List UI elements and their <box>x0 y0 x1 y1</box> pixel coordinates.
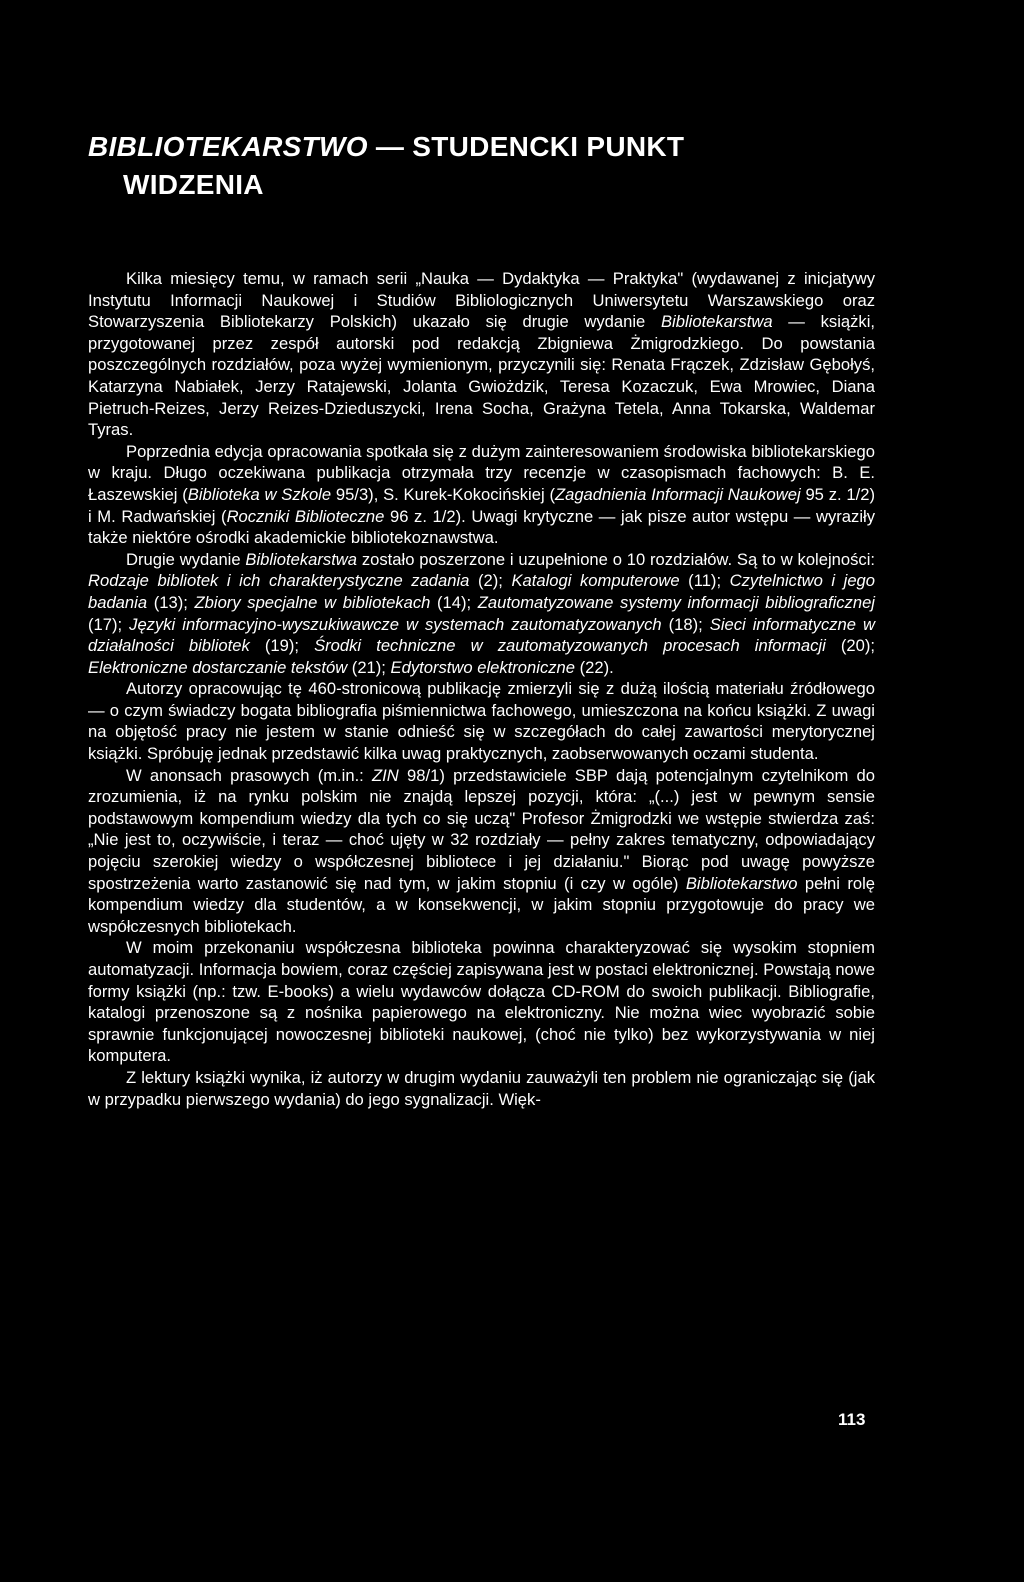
paragraph <box>88 678 875 764</box>
text-span: (13); <box>147 592 195 612</box>
italic-title-span: Środki techniczne w zautomatyzowanych procesach informacji <box>314 636 826 656</box>
italic-title-span: Edytorstwo elektroniczne <box>390 657 575 677</box>
text-span: 95/3), S. Kurek-Kokocińskiej ( <box>331 484 555 504</box>
text-span: W moim przekonaniu współczesna biblioteka powinna charakteryzować się wysokim stopniem automatyzacji. Informacja bowiem, coraz częściej zapisywana jest w postaci elektronicznej. Powstają nowe formy książki (np.: tzw. E-books) a wielu wydawców dołącza CD-ROM do swoich publikacji. Bibliografie, katalogi przenoszone są z nośnika papierowego na elektroniczny. Nie można wiec wyobrazić sobie sprawnie funkcjonującej nowoczesnej biblioteki naukowej, (choć nie tylko) bez wykorzystywania w niej komputera. <box>88 938 875 1066</box>
italic-title-span: Zautomatyzowane systemy informacji bibliograficznej <box>477 592 875 612</box>
text-span: 95 z. 1/2) i M. Radwańskiej ( <box>88 484 875 526</box>
text-span: — książki, przygotowanej przez zespół autorski pod redakcją Zbigniewa Żmigrodzkiego. Do powstania poszczególnych rozdziałów, poza wyżej wymienionym, przyczynili się: Renata Frączek, Zdzisław Gębołyś, Katarzyna Nabiałek, Jerzy Ratajewski, Jolanta Gwiożdzik, Teresa Kozaczuk, Ewa Mrowiec, Diana Pietruch-Reizes, Jerzy Reizes-Dzieduszycki, Irena Socha, Grażyna Tetela, Anna Tokarska, Waldemar Tyras. <box>88 312 876 440</box>
paragraph <box>88 268 875 441</box>
text-span: 96 z. 1/2). Uwagi krytyczne — jak pisze autor wstępu — wyraziły także niektóre ośrodki akademickie bibliotekoznawstwa. <box>88 506 875 548</box>
italic-title-span: Czytelnictwo i jego badania <box>88 571 876 612</box>
title-part-1: BIBLIOTEKARSTWO <box>88 131 368 162</box>
text-span: pełni rolę kompendium wiedzy dla studentów, a w konsekwencji, w jakim stopniu przygotowuje do pracy we współczesnych bibliotekach. <box>88 873 875 936</box>
italic-title-span: Zbiory specjalne w bibliotekach <box>194 592 431 612</box>
text-span: Drugie wydanie <box>126 549 246 569</box>
text-span: (14); <box>430 592 478 612</box>
text-span: (22). <box>575 657 614 677</box>
italic-title-span: Elektroniczne dostarczanie tekstów <box>88 657 348 677</box>
italic-title-span: Języki informacyjno-wyszukiwawcze w systemach zautomatyzowanych <box>129 614 662 634</box>
title-part-2: — STUDENCKI PUNKT <box>367 131 685 162</box>
paragraph <box>88 937 875 1067</box>
text-span: (20); <box>825 636 876 656</box>
italic-title-span: Bibliotekarstwo <box>685 873 798 893</box>
text-span: (2); <box>469 571 512 591</box>
paragraph <box>88 549 875 679</box>
paragraph <box>88 441 875 549</box>
italic-title-span: Bibliotekarstwa <box>660 312 773 332</box>
text-span: Autorzy opracowując tę 460-stronicową publikację zmierzyli się z dużą ilością materiału źródłowego — o czym świadczy bogata bibliografia piśmiennictwa fachowego, umieszczona na końcu książki. Z uwagi na objętość pracy nie jestem w stanie odnieść się w szczegółach do całej zawartości merytorycznej książki. Spróbuję jednak przedstawić kilka uwag praktycznych, zaobserwowanych oczami studenta. <box>88 679 875 764</box>
italic-title-span: Rodzaje bibliotek i ich charakterystyczne zadania <box>88 571 470 591</box>
text-span: Z lektury książki wynika, iż autorzy w drugim wydaniu zauważyli ten problem nie ograniczając się (jak w przypadku pierwszego wydania) do jego sygnalizacji. Więk- <box>88 1067 875 1109</box>
article-title <box>88 128 888 204</box>
italic-title-span: Roczniki Biblioteczne <box>226 506 385 526</box>
text-span: (11); <box>679 571 730 591</box>
text-span: Poprzednia edycja opracowania spotkała się z dużym zainteresowaniem środowiska bibliotekarskiego w kraju. Długo oczekiwana publikacja otrzymała trzy recenzje w czasopismach fachowych: B. E. Łaszewskiej ( <box>88 441 875 504</box>
italic-title-span: Biblioteka w Szkole <box>187 484 332 504</box>
text-span: W anonsach prasowych (m.in.: <box>126 765 373 785</box>
italic-title-span: Sieci informatyczne w działalności bibliotek <box>88 614 876 656</box>
italic-title-span: Katalogi komputerowe <box>511 571 680 591</box>
page-number: 113 <box>838 1410 866 1429</box>
italic-title-span: Bibliotekarstwa <box>245 549 358 569</box>
italic-title-span: Zagadnienia Informacji Naukowej <box>554 484 801 504</box>
text-span: 98/1) przedstawiciele SBP dają potencjalnym czytelnikom do zrozumienia, iż na rynku polskim nie znajdą lepszej pozycji, która: „(...) jest w pewnym sensie podstawowym kompendium wiedzy dla tych co się uczą" Profesor Żmigrodzki we wstępie stwierdza zaś: „Nie jest to, oczywiście, i teraz — choć ujęty w 32 rozdziały — pełny zakres tematyczny, odpowiadający pojęciu szerokiej wiedzy o współczesnej bibliotece i jej działaniu." Biorąc pod uwagę powyższe spostrzeżenia warto zastanowić się nad tym, w jakim stopniu (i czy w ogóle) <box>88 765 875 893</box>
text-span: (17); <box>88 614 130 634</box>
title-line-2: WIDZENIA <box>123 169 264 200</box>
text-span: zostało poszerzone i uzupełnione o 10 rozdziałów. Są to w kolejności: <box>357 549 876 569</box>
italic-title-span: ZIN <box>372 765 399 785</box>
paragraph <box>88 1067 875 1110</box>
text-span: (21); <box>347 657 391 677</box>
paragraph <box>88 765 875 938</box>
text-span: Kilka miesięcy temu, w ramach serii „Nauka — Dydaktyka — Praktyka" (wydawanej z inicjatywy Instytutu Informacji Naukowej i Studiów Bibliologicznych Uniwersytetu Warszawskiego oraz Stowarzyszenia Bibliotekarzy Polskich) ukazało się drugie wydanie <box>88 269 875 332</box>
text-span: (19); <box>249 636 315 656</box>
article-body <box>88 268 875 1110</box>
text-span: (18); <box>661 614 710 634</box>
